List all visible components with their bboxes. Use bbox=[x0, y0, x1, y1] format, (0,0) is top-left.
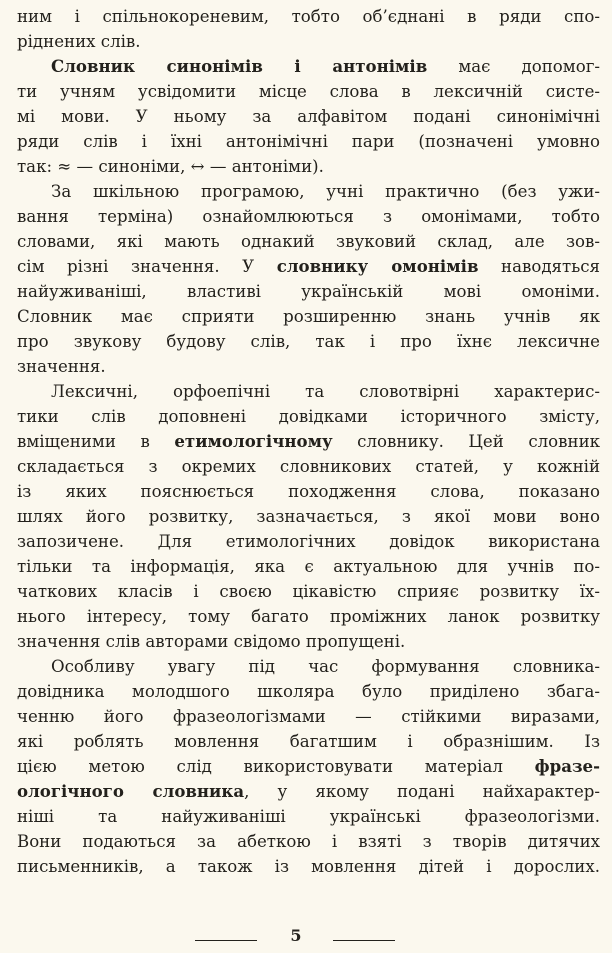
paragraph-homonyms-start: За шкільною програмою, учні практично (без ужи- bbox=[51, 182, 600, 201]
text-line: найуживаніші, властиві українській мові омоніми. bbox=[17, 282, 600, 301]
text-line: про звукову будову слів, так і про їхнє лексичне bbox=[17, 332, 600, 351]
page-number: 5 bbox=[290, 926, 302, 945]
text-line: запозичене. Для етимологічних довідок використана bbox=[17, 532, 600, 551]
body-text bbox=[17, 4, 600, 879]
text-line: Словник має сприяти розширенню знань учнів як bbox=[17, 307, 600, 326]
text-line: Вони подаються за абеткою і взяті з творів дитячих bbox=[17, 832, 600, 851]
text-line: словами, які мають однакий звуковий склад, але зов- bbox=[17, 232, 600, 251]
text-span: сім різні значення. У bbox=[17, 257, 277, 276]
text-span: словнику. Цей словник bbox=[332, 432, 600, 451]
text-line: значення. bbox=[17, 357, 106, 376]
text-line: так: ≈ — синоніми, ↔ — антоніми). bbox=[17, 157, 324, 176]
text-line: ним і спільнокореневим, тобто об’єднані в ряди спо- bbox=[17, 7, 600, 26]
paragraph-phraseology-start: Особливу увагу під час формування словника- bbox=[51, 657, 600, 676]
text-line bbox=[17, 429, 600, 454]
term-phraseological-dictionary-part1: фразе- bbox=[534, 756, 600, 776]
text-line: нього інтересу, тому багато проміжних ланок розвитку bbox=[17, 607, 600, 626]
term-phraseological-dictionary-part2: ологічного словника bbox=[17, 781, 245, 801]
text-line bbox=[17, 779, 600, 804]
paragraph-synonyms-start bbox=[17, 54, 600, 79]
text-line: ряди слів і їхні антонімічні пари (позначені умовно bbox=[17, 132, 600, 151]
text-line: довідника молодшого школяра було приділено збага- bbox=[17, 682, 600, 701]
text-line: ніші та найуживаніші українські фразеологізми. bbox=[17, 807, 600, 826]
text-span: вміщеними в bbox=[17, 432, 175, 451]
term-etymological-dictionary: етимологічному bbox=[174, 431, 333, 451]
text-line bbox=[17, 254, 600, 279]
term-homonyms-dictionary: словнику омонімів bbox=[276, 256, 479, 276]
page-footer bbox=[0, 921, 612, 947]
text-line: вання терміна) ознайомлюються з омонімами, тобто bbox=[17, 207, 600, 226]
text-line: ти учням усвідомити місце слова в лексичній систе- bbox=[17, 82, 600, 101]
term-synonyms-dictionary: Словник синонімів і антонімів bbox=[51, 56, 428, 76]
text-span: наводяться bbox=[478, 257, 600, 276]
text-line: із яких пояснюється походження слова, показано bbox=[17, 482, 600, 501]
text-line: тільки та інформація, яка є актуальною для учнів по- bbox=[17, 557, 600, 576]
text-line: ріднених слів. bbox=[17, 32, 141, 51]
text-line: складається з окремих словникових статей, у кожній bbox=[17, 457, 600, 476]
text-line: які роблять мовлення багатшим і образнішим. Із bbox=[17, 732, 600, 751]
text-line: чаткових класів і своєю цікавістю сприяє розвитку їх- bbox=[17, 582, 600, 601]
text-span: цією метою слід використовувати матеріал bbox=[17, 757, 535, 776]
footer-rule-right bbox=[333, 940, 395, 941]
text-line: значення слів авторами свідомо пропущені. bbox=[17, 632, 406, 651]
text-line: шлях його розвитку, зазначається, з якої мови воно bbox=[17, 507, 600, 526]
text-span: , у якому подані найхарактер- bbox=[244, 782, 600, 801]
text-line: тики слів доповнені довідками історичного змісту, bbox=[17, 407, 600, 426]
paragraph-etymology-start: Лексичні, орфоепічні та словотвірні характерис- bbox=[51, 382, 600, 401]
text-line: ченню його фразеологізмами — стійкими виразами, bbox=[17, 707, 600, 726]
text-line bbox=[17, 754, 600, 779]
footer-rule-left bbox=[195, 940, 257, 941]
text-line: письменників, а також із мовлення дітей і дорослих. bbox=[17, 857, 600, 876]
text-line: мі мови. У ньому за алфавітом подані синонімічні bbox=[17, 107, 600, 126]
text-span: має допомог- bbox=[427, 57, 600, 76]
